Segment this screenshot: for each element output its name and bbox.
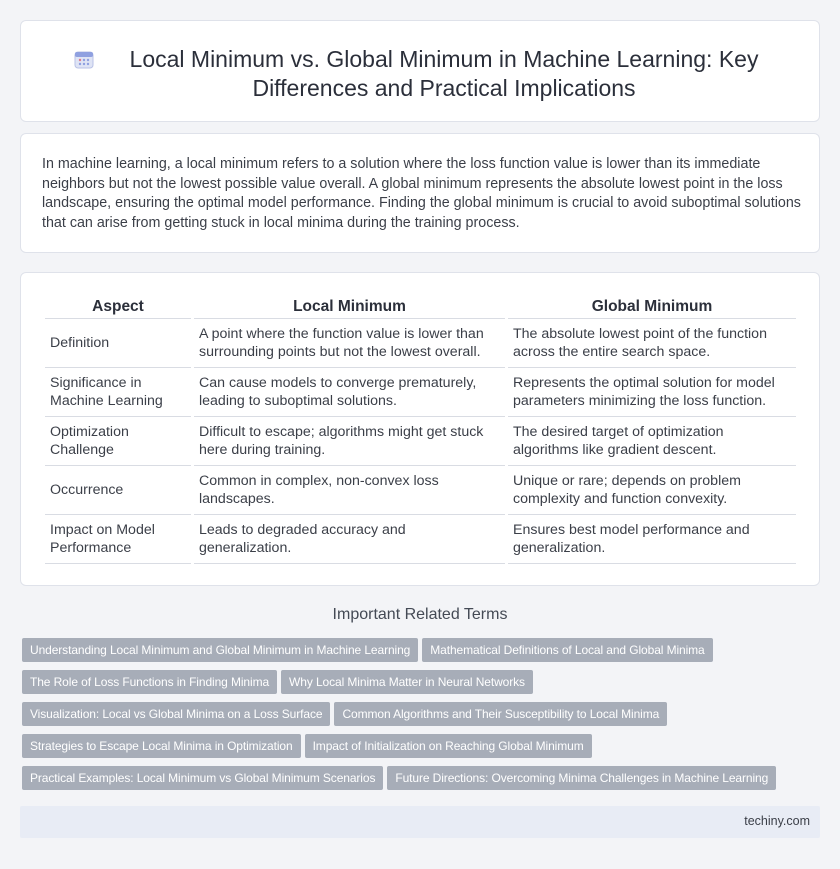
header-card [20, 20, 820, 122]
related-term-tag[interactable]: Future Directions: Overcoming Minima Challenges in Machine Learning [387, 766, 776, 790]
tag-row [22, 670, 822, 702]
tag-row [22, 766, 822, 798]
cell-global: The desired target of optimization algorithms like gradient descent. [508, 417, 796, 466]
cell-local: Leads to degraded accuracy and generalization. [194, 515, 505, 564]
related-term-tag[interactable]: Visualization: Local vs Global Minima on a Loss Surface [22, 702, 330, 726]
table-row [45, 319, 796, 368]
cell-local: A point where the function value is lower than surrounding points but not the lowest overall. [194, 319, 505, 368]
related-term-tag[interactable]: Impact of Initialization on Reaching Global Minimum [305, 734, 592, 758]
table-row [45, 466, 796, 515]
tag-row [22, 702, 822, 734]
related-terms-list [22, 638, 822, 798]
related-term-tag[interactable]: Practical Examples: Local Minimum vs Global Minimum Scenarios [22, 766, 383, 790]
tag-row [22, 638, 822, 670]
cell-local: Common in complex, non-convex loss landscapes. [194, 466, 505, 515]
cell-aspect: Significance in Machine Learning [45, 368, 191, 417]
table-row [45, 368, 796, 417]
related-term-tag[interactable]: The Role of Loss Functions in Finding Minima [22, 670, 277, 694]
cell-global: Ensures best model performance and generalization. [508, 515, 796, 564]
header-local-minimum: Local Minimum [194, 295, 505, 319]
table-row [45, 417, 796, 466]
cell-aspect: Occurrence [45, 466, 191, 515]
cell-local: Can cause models to converge prematurely, leading to suboptimal solutions. [194, 368, 505, 417]
header-aspect: Aspect [45, 295, 191, 319]
page-title: Local Minimum vs. Global Minimum in Machine Learning: Key Differences and Practical Implications [129, 46, 759, 101]
cell-global: The absolute lowest point of the function across the entire search space. [508, 319, 796, 368]
intro-card [20, 133, 820, 253]
cell-local: Difficult to escape; algorithms might get stuck here during training. [194, 417, 505, 466]
related-term-tag[interactable]: Strategies to Escape Local Minima in Optimization [22, 734, 301, 758]
related-term-tag[interactable]: Mathematical Definitions of Local and Global Minima [422, 638, 712, 662]
intro-paragraph: In machine learning, a local minimum refers to a solution where the loss function value is lower than its immediate neighbors but not the lowest possible value overall. A global minimum represents the absolute lowest point in the loss landscape, ensuring the optimal model performance. Finding the global minimum is crucial to avoid suboptimal solutions that can arise from getting stuck in local minima during the training process. [42, 156, 801, 231]
cell-aspect: Definition [45, 319, 191, 368]
related-terms-heading: Important Related Terms [332, 606, 508, 623]
site-name[interactable]: techiny.com [744, 814, 810, 828]
header-global-minimum: Global Minimum [508, 295, 796, 319]
table-header-row [45, 295, 796, 319]
table-row [45, 515, 796, 564]
footer [20, 806, 820, 838]
related-term-tag[interactable]: Understanding Local Minimum and Global Minimum in Machine Learning [22, 638, 418, 662]
related-term-tag[interactable]: Common Algorithms and Their Susceptibility to Local Minima [334, 702, 667, 726]
related-term-tag[interactable]: Why Local Minima Matter in Neural Networks [281, 670, 533, 694]
cell-global: Unique or rare; depends on problem complexity and function convexity. [508, 466, 796, 515]
cell-aspect: Impact on Model Performance [45, 515, 191, 564]
comparison-table [42, 295, 799, 564]
comparison-table-card [20, 272, 820, 586]
cell-global: Represents the optimal solution for model parameters minimizing the loss function. [508, 368, 796, 417]
cell-aspect: Optimization Challenge [45, 417, 191, 466]
tag-row [22, 734, 822, 766]
